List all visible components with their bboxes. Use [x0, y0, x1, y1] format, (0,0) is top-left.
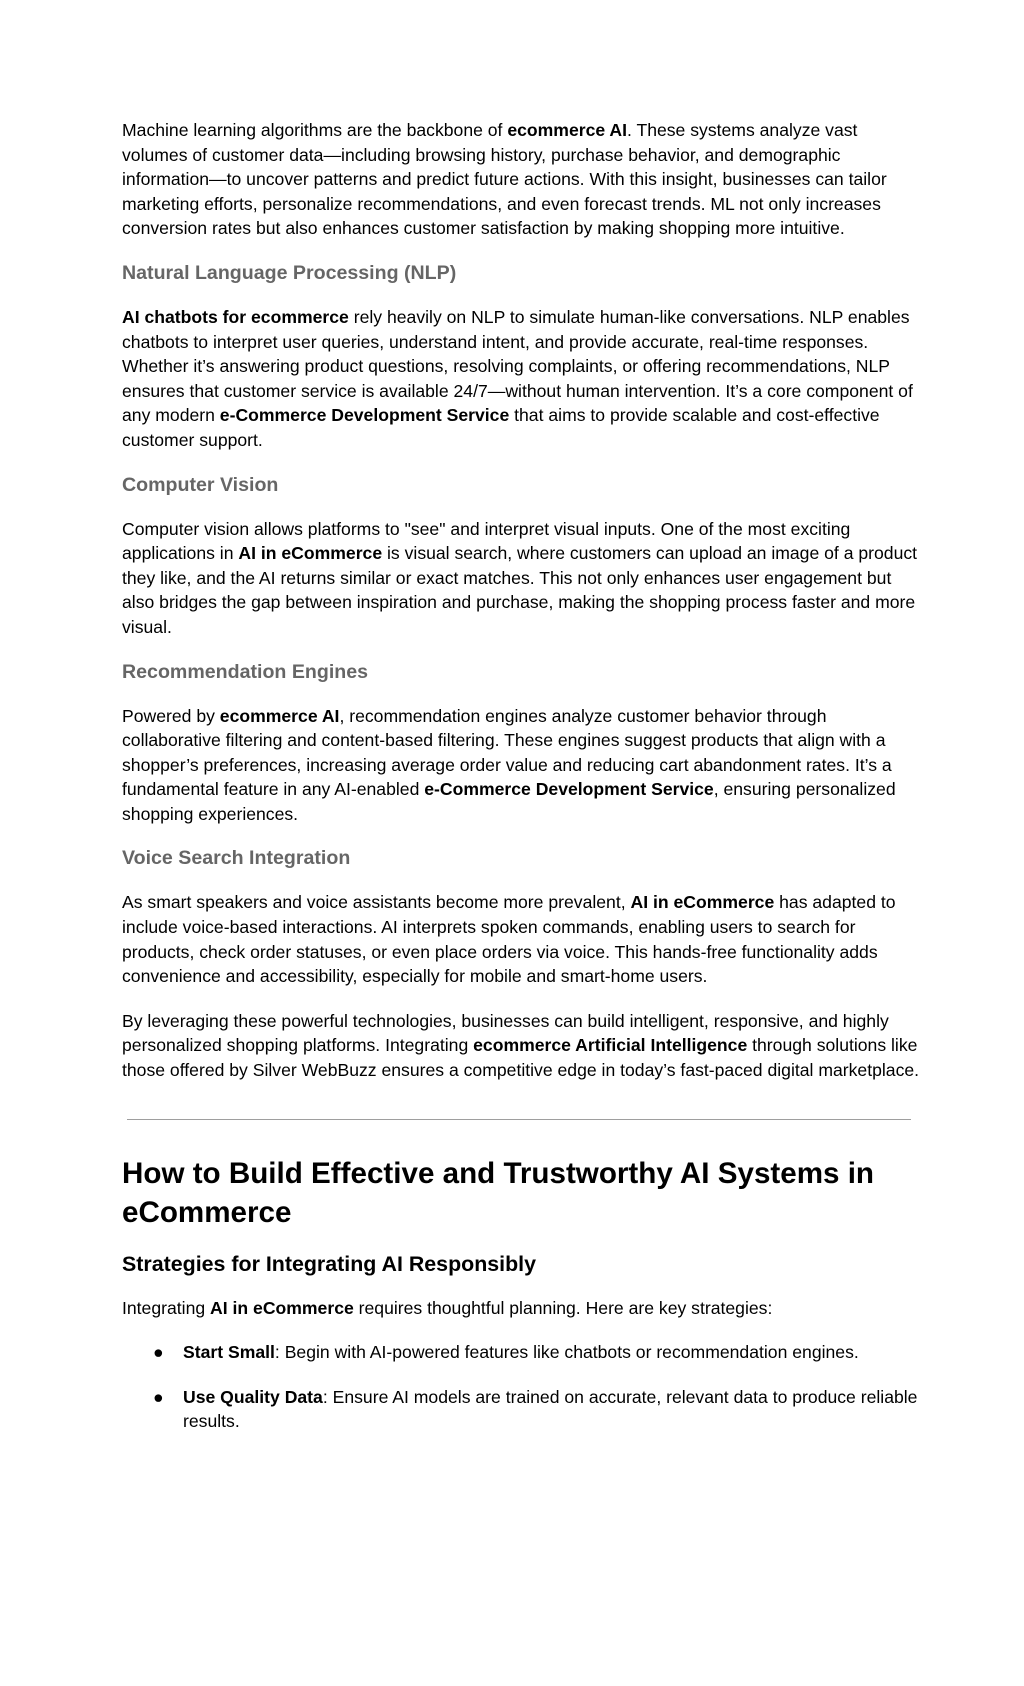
nlp-heading: Natural Language Processing (NLP): [122, 261, 457, 284]
computer-vision-heading: Computer Vision: [122, 473, 279, 496]
text-run: : Ensure AI models are trained on accurate, relevant data to produce reliable results.: [183, 1386, 918, 1432]
bold-term: ecommerce Artificial Intelligence: [473, 1035, 748, 1056]
text-run: , recommendation engines analyze customer behavior through collaborative filtering and content-based filtering. These engines suggest products that align with a shopper’s preferences, increasing average order value and reducing cart abandonment rates. It’s a fundamental feature in any AI-enabled: [122, 705, 892, 800]
text-run: By leveraging these powerful technologies, businesses can build intelligent, responsive, and highly personalized shopping platforms. Integrating: [122, 1010, 889, 1056]
bullet-icon: ●: [153, 1386, 164, 1407]
text-run: : Begin with AI-powered features like chatbots or recommendation engines.: [274, 1342, 859, 1363]
strategies-intro-paragraph: [122, 1296, 922, 1321]
text-run: rely heavily on NLP to simulate human-like conversations. NLP enables chatbots to interpret user queries, understand intent, and provide accurate, real-time responses. Whether it’s answering product questions, resolving complaints, or offering recommendations, NLP ensures that customer service is available 24/7—without human intervention. It’s a core component of any modern: [122, 306, 913, 426]
section-divider: [127, 1119, 911, 1120]
bold-term: ecommerce AI: [219, 705, 340, 726]
section-subtitle: Strategies for Integrating AI Responsibly: [122, 1251, 537, 1276]
text-run: requires thoughtful planning. Here are key strategies:: [353, 1297, 773, 1318]
closing-paragraph: [122, 1009, 922, 1083]
text-run: , ensuring personalized shopping experiences.: [122, 779, 896, 824]
bullet-icon: ●: [153, 1342, 164, 1363]
list-item: [122, 1340, 922, 1365]
bold-term: AI chatbots for ecommerce: [122, 306, 349, 327]
bold-term: e-Commerce Development Service: [219, 405, 510, 426]
voice-search-paragraph: [122, 890, 922, 988]
bold-term: AI in eCommerce: [630, 892, 775, 913]
bold-term: AI in eCommerce: [210, 1297, 354, 1318]
bold-term: AI in eCommerce: [238, 543, 383, 564]
computer-vision-paragraph: [122, 517, 922, 640]
text-run: Integrating: [122, 1297, 211, 1318]
recommendation-engines-heading: Recommendation Engines: [122, 660, 369, 683]
bold-term: e-Commerce Development Service: [424, 779, 714, 800]
text-run: Powered by: [122, 705, 220, 726]
strategies-list: [122, 1340, 922, 1434]
list-item: [122, 1385, 922, 1434]
document-page: [122, 118, 922, 1454]
text-run: As smart speakers and voice assistants become more prevalent,: [122, 892, 631, 913]
text-run: that aims to provide scalable and cost-effective customer support.: [122, 405, 880, 450]
text-run: has adapted to include voice-based interactions. AI interprets spoken commands, enabling users to search for products, check order statuses, or even place orders via voice. This hands-free functionality adds convenience and accessibility, especially for mobile and smart-home users.: [122, 892, 896, 987]
text-run: is visual search, where customers can upload an image of a product they like, and the AI returns similar or exact matches. This not only enhances user engagement but also bridges the gap between inspiration and purchase, making the shopping process faster and more visual.: [122, 543, 918, 637]
ml-paragraph: [122, 118, 922, 241]
text-run: Computer vision allows platforms to "see" and interpret visual inputs. One of the most exciting applications in: [122, 518, 851, 564]
voice-search-heading: Voice Search Integration: [122, 847, 351, 870]
nlp-paragraph: [122, 305, 922, 453]
bold-term: ecommerce AI: [507, 120, 627, 140]
section-title: How to Build Effective and Trustworthy AI Systems in eCommerce: [122, 1156, 875, 1229]
text-run: . These systems analyze vast volumes of customer data—including browsing history, purchase behavior, and demographic information—to uncover patterns and predict future actions. With this insight, businesses can tailor marketing efforts, personalize recommendations, and even forecast trends. ML not only increases conversion rates but also enhances customer satisfaction by making shopping more intuitive.: [122, 120, 887, 239]
text-run: through solutions like those offered by Silver WebBuzz ensures a competitive edge in today’s fast-paced digital marketplace.: [122, 1035, 920, 1081]
bold-term: Start Small: [183, 1342, 275, 1363]
bold-term: Use Quality Data: [183, 1386, 323, 1407]
text-run: Machine learning algorithms are the backbone of: [122, 120, 508, 140]
recommendation-engines-paragraph: [122, 704, 922, 827]
